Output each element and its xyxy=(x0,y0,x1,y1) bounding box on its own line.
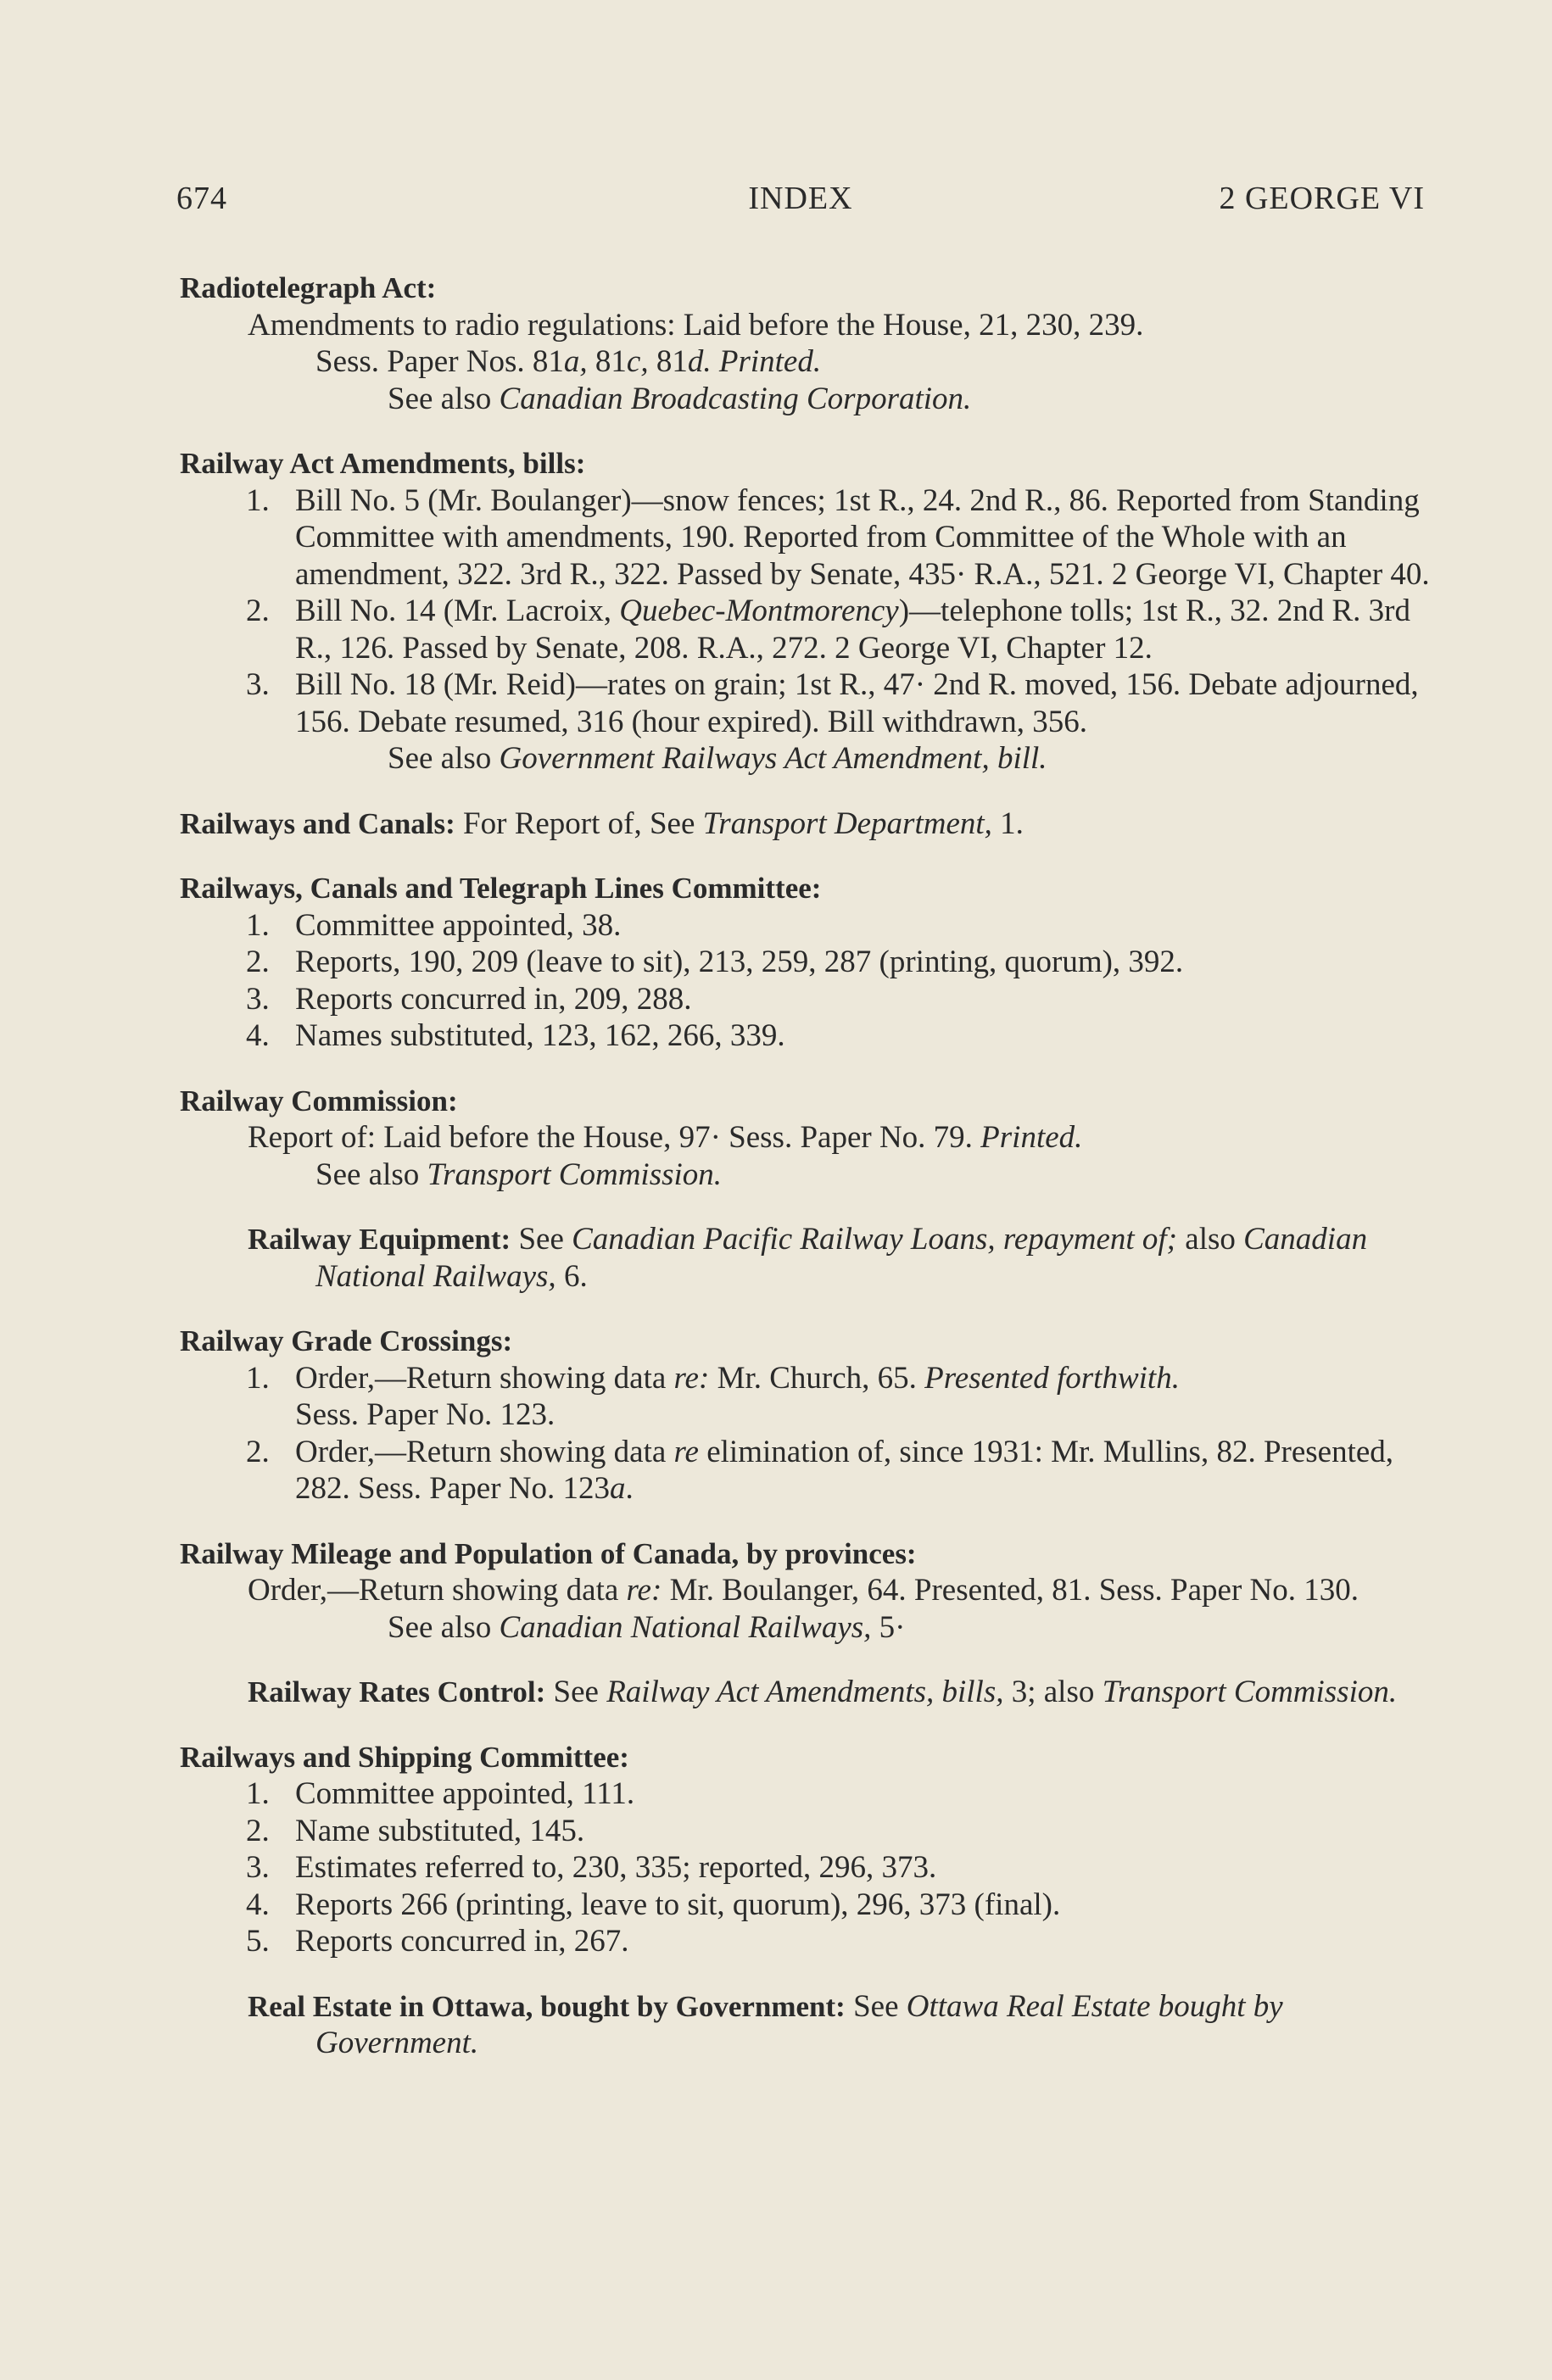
item-text-part: )—telephone tolls; 1st R., 32. 2nd R. 3rd R., 126. Passed by Senate, 208. R.A., 272. 2 George VI, Chapter 12. xyxy=(295,594,1411,666)
cross-reference: Government Railways Act Amendment, bill. xyxy=(499,741,1047,776)
entry-radiotelegraph-act xyxy=(180,270,1435,417)
item-text: Name substituted, 145. xyxy=(295,1813,585,1848)
item-number: 2. xyxy=(246,594,270,628)
entry-railway-equipment xyxy=(180,1221,1435,1295)
cross-reference: Canadian Pacific Railway Loans, repayment of; xyxy=(572,1222,1178,1257)
cross-reference: Canadian National Railways, xyxy=(315,1222,1368,1294)
item-text: Bill No. 5 (Mr. Boulanger)—snow fences; 1st R., 24. 2nd R., 86. Reported from Standing Committee with amendments, 190. Reported from Committee of the Whole with an amendment, 322. 3rd R., 322. Passed by Senate, 435· R.A., 521. 2 George VI, Chapter 40. xyxy=(295,482,1430,592)
item-text-part: Bill No. 14 (Mr. Lacroix, xyxy=(295,594,620,628)
entry-text: 6. xyxy=(555,1258,588,1294)
item-number: 2. xyxy=(246,945,270,979)
list-item xyxy=(180,1923,1435,1960)
see-also xyxy=(180,1609,1435,1647)
item-text: Reports concurred in, 209, 288. xyxy=(295,981,692,1017)
entry-text: See xyxy=(511,1222,572,1257)
list-item xyxy=(180,482,1435,594)
item-text: Reports concurred in, 267. xyxy=(295,1924,629,1959)
cross-reference: Transport Commission. xyxy=(427,1157,723,1192)
item-text xyxy=(295,1434,1435,1508)
cross-reference: Transport Department, xyxy=(702,805,992,841)
list-item xyxy=(180,666,1435,740)
entry-railway-rates-control xyxy=(180,1674,1435,1711)
entry-text: d. xyxy=(687,344,712,379)
entry-railway-grade-crossings xyxy=(180,1323,1435,1508)
entry-text: 1. xyxy=(991,805,1024,841)
item-text: Estimates referred to, 230, 335; reported, 296, 373. xyxy=(295,1850,937,1885)
see-also xyxy=(180,740,1435,778)
item-number: 3. xyxy=(246,667,270,702)
entry-heading: Radiotelegraph Act: xyxy=(180,271,437,304)
list-item xyxy=(180,1775,1435,1813)
entry-line xyxy=(180,343,1435,381)
list-item xyxy=(180,1360,1435,1434)
item-text: Bill No. 18 (Mr. Reid)—rates on grain; 1st R., 47· 2nd R. moved, 156. Debate adjourned, 156. Debate resumed, 316 (hour expired). Bill withdrawn, 356. xyxy=(295,667,1419,739)
entry-text: 5· xyxy=(871,1609,906,1645)
item-text-part: elimination of, since 1931: Mr. Mullins, 82. Presented, 282. Sess. Paper No. 123 xyxy=(295,1434,1394,1506)
entry-line xyxy=(180,1572,1435,1609)
item-text-part: Order,—Return showing data xyxy=(295,1360,674,1396)
list-item xyxy=(180,907,1435,945)
cross-reference: Canadian National Railways, xyxy=(499,1609,872,1645)
entry-text: Printed. xyxy=(980,1120,1083,1155)
item-text-part: Sess. Paper No. 123. xyxy=(295,1397,555,1432)
item-number: 1. xyxy=(246,482,270,518)
entry-text: Printed. xyxy=(718,344,822,379)
cross-reference: Railway Act Amendments, bills, xyxy=(606,1675,1004,1709)
entry-text: 81 xyxy=(587,344,627,379)
entry-line xyxy=(180,1119,1435,1157)
entry-heading: Railway Grade Crossings: xyxy=(180,1324,513,1357)
entry-line: Amendments to radio regulations: Laid before the House, 21, 230, 239. xyxy=(248,307,1144,343)
entry-railways-and-canals xyxy=(180,805,1435,843)
item-number: 1. xyxy=(246,1360,270,1396)
entry-text: Report of: Laid before the House, 97· Sess. Paper No. 79. xyxy=(248,1120,981,1155)
entry-heading: Railway Commission: xyxy=(180,1084,458,1118)
entry-text: re: xyxy=(626,1573,662,1608)
entry-text: also xyxy=(1177,1222,1244,1257)
see-also-label: See also xyxy=(388,741,500,776)
entry-real-estate-ottawa xyxy=(180,1988,1435,2062)
entry-railway-commission xyxy=(180,1083,1435,1194)
item-text-part: re: xyxy=(673,1360,710,1396)
see-also xyxy=(180,381,1435,418)
item-text: Reports 266 (printing, leave to sit, quorum), 296, 373 (final). xyxy=(295,1887,1061,1922)
see-also xyxy=(180,1157,1435,1194)
entry-heading: Real Estate in Ottawa, bought by Government: xyxy=(248,1989,846,2023)
item-text: Committee appointed, 111. xyxy=(295,1776,635,1811)
entry-railways-shipping-committee xyxy=(180,1739,1435,1960)
entry-railways-canals-telegraph-committee xyxy=(180,870,1435,1055)
index-body xyxy=(180,270,1435,2090)
item-number: 4. xyxy=(246,1887,270,1922)
reign-label: 2 GEORGE VI xyxy=(1219,181,1425,216)
item-text xyxy=(295,1360,1435,1434)
entry-text: Mr. Boulanger, 64. Presented, 81. Sess. Paper No. 130. xyxy=(662,1573,1359,1608)
item-text-part: . xyxy=(625,1471,634,1506)
page-number: 674 xyxy=(176,181,227,216)
entry-text: Sess. Paper Nos. 81 xyxy=(315,344,564,379)
item-text-part: re xyxy=(673,1434,699,1469)
item-text-part: Mr. Church, 65. xyxy=(709,1360,925,1396)
entry-text: c, xyxy=(626,344,649,379)
list-item xyxy=(180,1813,1435,1850)
entry-heading: Railways and Shipping Committee: xyxy=(180,1740,629,1774)
item-number: 3. xyxy=(246,1850,270,1885)
entry-text: 81 xyxy=(648,344,688,379)
entry-text: a, xyxy=(563,344,588,379)
item-number: 4. xyxy=(246,1018,270,1053)
list-item xyxy=(180,1434,1435,1508)
item-text: Names substituted, 123, 162, 266, 339. xyxy=(295,1018,785,1053)
cross-reference: Ottawa Real Estate bought by Government. xyxy=(315,1988,1283,2060)
list-item xyxy=(180,1849,1435,1887)
entry-text: Order,—Return showing data xyxy=(248,1573,627,1608)
entry-heading: Railway Mileage and Population of Canada, by provinces: xyxy=(180,1536,917,1570)
cross-reference: Transport Commission. xyxy=(1102,1675,1398,1709)
item-text-part: Order,—Return showing data xyxy=(295,1434,674,1469)
item-text-part: Presented forthwith. xyxy=(924,1360,1180,1396)
item-text: Committee appointed, 38. xyxy=(295,907,622,943)
list-item xyxy=(180,944,1435,981)
item-number: 5. xyxy=(246,1924,270,1959)
list-item xyxy=(180,981,1435,1018)
item-text-part: a xyxy=(610,1471,626,1506)
item-number: 1. xyxy=(246,907,270,943)
entry-heading: Railway Equipment: xyxy=(248,1223,511,1256)
item-number: 2. xyxy=(246,1813,270,1848)
page-title: INDEX xyxy=(748,181,853,216)
constituency: Quebec-Montmorency xyxy=(619,594,899,628)
entry-railway-mileage-population xyxy=(180,1536,1435,1647)
entry-heading: Railway Rates Control: xyxy=(248,1675,546,1708)
item-text xyxy=(295,593,1435,666)
cross-reference: Canadian Broadcasting Corporation. xyxy=(499,381,972,416)
entry-text: 3; also xyxy=(1003,1675,1103,1709)
item-number: 1. xyxy=(246,1776,270,1811)
entry-heading: Railway Act Amendments, bills: xyxy=(180,447,586,480)
entry-text: See xyxy=(845,1988,907,2024)
see-also-label: See also xyxy=(315,1157,427,1192)
see-also-label: See also xyxy=(388,381,500,416)
see-also-label: See also xyxy=(388,1609,500,1645)
entry-text: See xyxy=(545,1675,607,1709)
list-item xyxy=(180,1017,1435,1055)
entry-heading: Railways and Canals: xyxy=(180,806,455,840)
entry-text xyxy=(712,344,719,379)
list-item xyxy=(180,593,1435,666)
entry-heading: Railways, Canals and Telegraph Lines Committee: xyxy=(180,872,822,905)
page-header xyxy=(176,180,1425,222)
item-number: 3. xyxy=(246,981,270,1017)
entry-text: For Report of, See xyxy=(455,805,703,841)
item-text: Reports, 190, 209 (leave to sit), 213, 259, 287 (printing, quorum), 392. xyxy=(295,945,1184,979)
item-number: 2. xyxy=(246,1434,270,1469)
entry-railway-act-amendments xyxy=(180,445,1435,778)
list-item xyxy=(180,1887,1435,1924)
